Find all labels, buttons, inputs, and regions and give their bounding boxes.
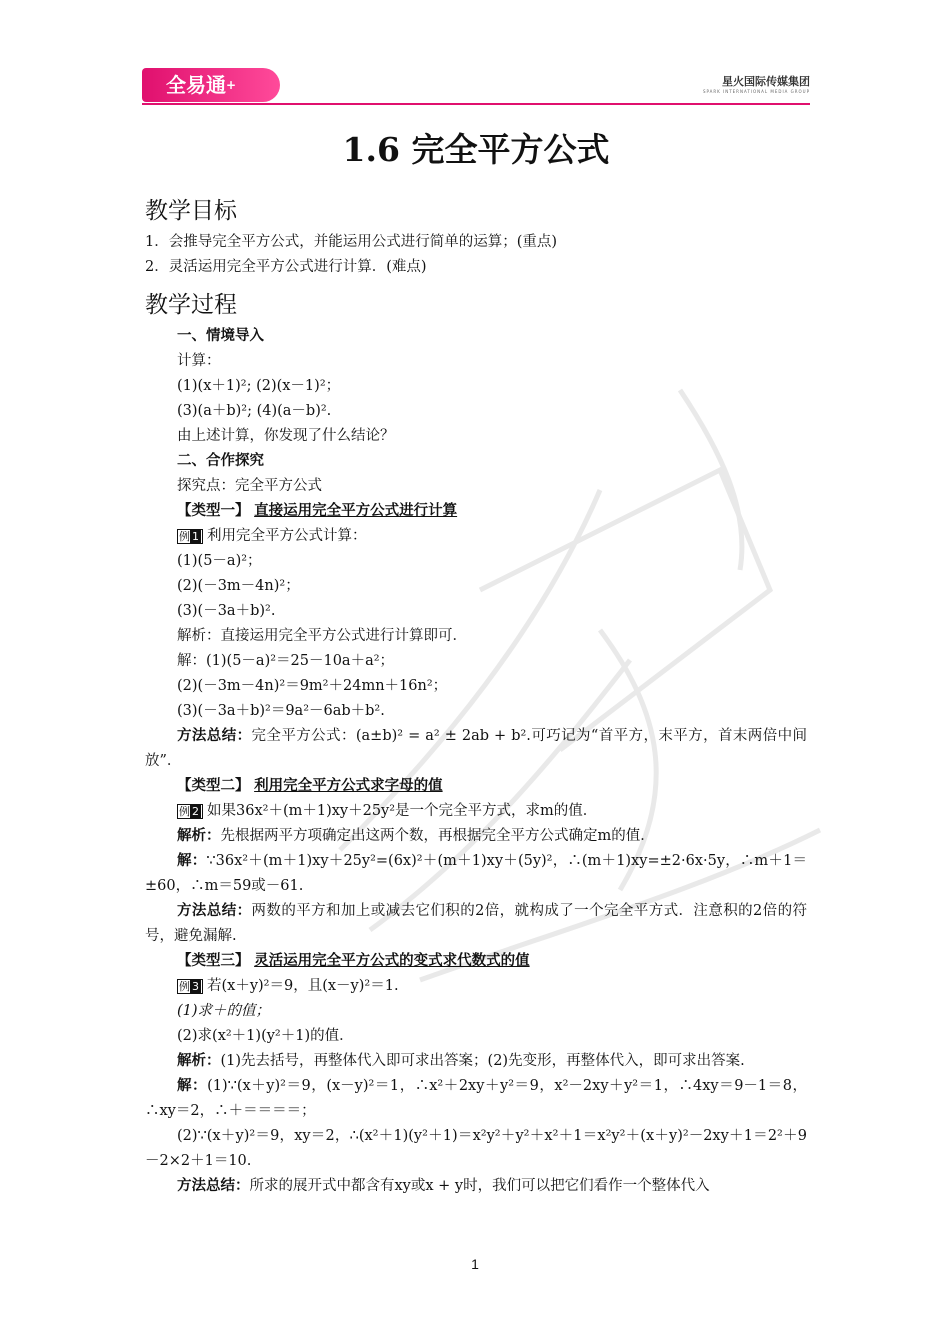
example-text: 若(x＋y)²＝9，且(x－y)²＝1. (207, 978, 399, 994)
section-explore: 二、合作探究 (177, 453, 264, 469)
process-heading: 教学过程 (145, 292, 237, 318)
analysis-line: 解析：直接运用完全平方公式进行计算即可． (177, 628, 467, 644)
goal-item: 1．会推导完全平方公式，并能运用公式进行简单的运算；(重点) (145, 234, 558, 250)
page-header (0, 0, 950, 110)
method-summary (145, 724, 807, 774)
text-line: 由上述计算，你发现了什么结论？ (177, 428, 395, 444)
example-badge: 例 2 (177, 804, 203, 819)
logo-text: 全易通 (166, 73, 226, 97)
solution-line: 解：(1)(5－a)²＝25－10a＋a²； (177, 653, 395, 669)
type2-heading (145, 774, 807, 799)
type-label: 【类型一】 (177, 503, 250, 519)
example-text: 如果36x²＋(m＋1)xy＋25y²是一个完全平方式，求m的值． (207, 803, 598, 819)
publisher-name: 星火国际传媒集团 (722, 75, 810, 88)
type3-heading (145, 949, 807, 974)
logo-star: + (226, 78, 237, 92)
method-summary: 方法总结：两数的平方和加上或减去它们积的2倍，就构成了一个完全平方式．注意积的2倍的符号，避免漏解. (145, 903, 807, 944)
header-divider (142, 103, 810, 105)
solution-line: 解：∵36x²＋(m＋1)xy＋25y²=(6x)²＋(m＋1)xy＋(5y)²，∴(m＋1)xy=±2·6x·5y，∴m＋1＝±60，∴m＝59或－61. (145, 853, 807, 894)
type-title: 直接运用完全平方公式进行计算 (254, 503, 458, 519)
analysis-line: 解析：(1)先去括号，再整体代入即可求出答案；(2)先变形，再整体代入，即可求出答案. (177, 1053, 745, 1069)
type-title: 灵活运用完全平方公式的变式求代数式的值 (254, 953, 530, 969)
text-line: (1)求＋的值； (177, 1003, 271, 1019)
method-summary: 方法总结：所求的展开式中都含有xy或x + y时，我们可以把它们看作一个整体代入 (177, 1178, 710, 1194)
brand-logo (142, 68, 280, 102)
analysis-line: 解析：先根据两平方项确定出这两个数，再根据完全平方公式确定m的值． (177, 828, 655, 844)
text-line: (2)(－3m－4n)²； (177, 578, 300, 594)
example-badge: 例 1 (177, 529, 203, 544)
document-body (145, 128, 807, 1199)
publisher-name-en: SPARK INTERNATIONAL MEDIA GROUP (702, 89, 810, 94)
text-line: 计算： (177, 353, 221, 369)
section-intro: 一、情境导入 (177, 328, 264, 344)
text-line: (3)(a＋b)²; (4)(a－b)². (177, 403, 332, 419)
text-line: 探究点：完全平方公式 (177, 478, 322, 494)
goal-item: 2．灵活运用完全平方公式进行计算．(难点) (145, 259, 427, 275)
solution-line: (3)(－3a＋b)²＝9a²－6ab＋b². (177, 703, 385, 719)
example-3 (145, 974, 807, 999)
text-line: (1)(5－a)²； (177, 553, 262, 569)
text-line: (1)(x＋1)²; (2)(x－1)²； (177, 378, 341, 394)
solution-line: (2)(－3m－4n)²＝9m²＋24mn＋16n²； (177, 678, 448, 694)
page-number: 1 (471, 1256, 479, 1272)
example-1 (145, 524, 807, 549)
summary-text: 完全平方公式：(a±b)² = a² ± 2ab + b².可巧记为“首平方，末平方，首末两倍中间放”． (145, 728, 808, 769)
type-label: 【类型二】 (177, 778, 250, 794)
solution-line: 解：(1)∵(x＋y)²＝9，(x－y)²＝1，∴x²＋2xy＋y²＝9，x²－2xy＋y²＝1，∴4xy＝9－1＝8，∴xy＝2，∴＋＝＝＝＝； (145, 1078, 807, 1119)
text-line: (3)(－3a＋b)². (177, 603, 276, 619)
type1-heading (145, 499, 807, 524)
publisher-brand (703, 73, 810, 94)
text-line: (2)求(x²＋1)(y²＋1)的值． (177, 1028, 354, 1044)
example-text: 利用完全平方公式计算： (207, 528, 367, 544)
summary-label: 方法总结： (177, 728, 252, 744)
solution-line: (2)∵(x＋y)²＝9，xy＝2，∴(x²＋1)(y²＋1)＝x²y²＋y²＋x²＋1＝x²y²＋(x＋y)²－2xy＋1＝2²＋9－2×2＋1＝10. (145, 1128, 807, 1169)
example-2 (145, 799, 807, 824)
page-title: 1.6 完全平方公式 (342, 130, 610, 169)
example-badge: 例 3 (177, 979, 203, 994)
type-title: 利用完全平方公式求字母的值 (254, 778, 443, 794)
goals-heading: 教学目标 (145, 198, 237, 224)
type-label: 【类型三】 (177, 953, 250, 969)
